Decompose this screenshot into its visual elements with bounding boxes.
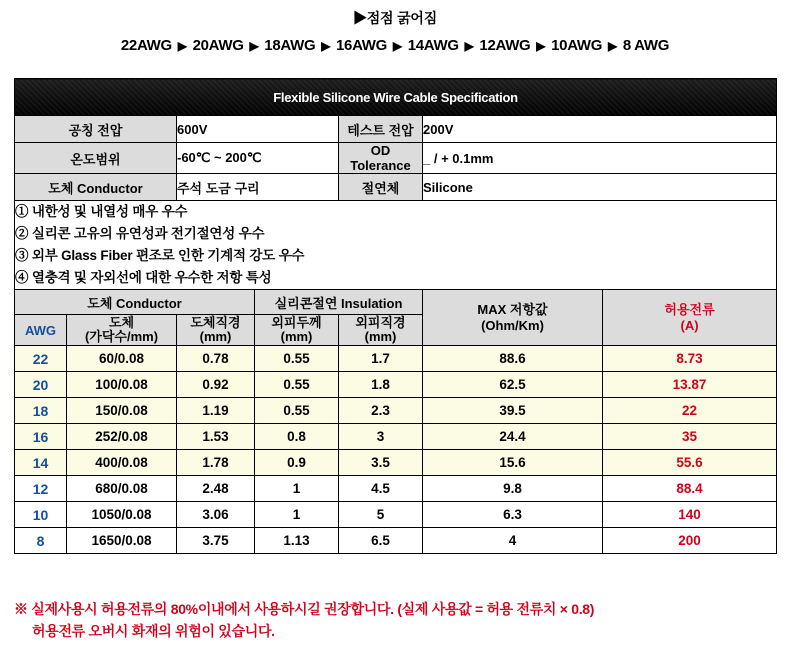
- wall-thickness-line2: (mm): [280, 329, 313, 344]
- cell-wall-thickness: 0.55: [255, 346, 339, 372]
- awg-seq-item-6: 10AWG: [551, 37, 603, 54]
- ampacity-line1: 허용전류: [664, 301, 715, 317]
- column-header-max-resistance: [423, 290, 603, 346]
- cell-conductor-diameter: 0.92: [177, 372, 255, 398]
- cell-strands: 1050/0.08: [67, 502, 177, 528]
- cell-wall-thickness: 1.13: [255, 528, 339, 554]
- awg-seq-item-0: 22AWG: [120, 37, 172, 54]
- cell-max-resistance: 39.5: [423, 398, 603, 424]
- info-row: [15, 143, 777, 174]
- cell-wall-thickness: 0.55: [255, 398, 339, 424]
- cell-wall-thickness: 1: [255, 476, 339, 502]
- cell-conductor-diameter: 0.78: [177, 346, 255, 372]
- max-resistance-line2: (Ohm/Km): [481, 317, 544, 333]
- cell-strands: 400/0.08: [67, 450, 177, 476]
- awg-seq-item-7: 8 AWG: [622, 37, 670, 54]
- awg-seq-item-2: 18AWG: [264, 37, 316, 54]
- awg-seq-item-5: 12AWG: [479, 37, 531, 54]
- cell-strands: 60/0.08: [67, 346, 177, 372]
- cell-max-resistance: 62.5: [423, 372, 603, 398]
- cell-ampacity: 55.6: [603, 450, 777, 476]
- arrow-icon: ▶: [249, 39, 259, 53]
- outer-diameter-line2: (mm): [364, 329, 397, 344]
- specification-table-wrapper: [14, 78, 776, 554]
- arrow-icon: ▶: [536, 39, 546, 53]
- cell-awg: 8: [15, 528, 67, 554]
- cell-conductor-diameter: 1.53: [177, 424, 255, 450]
- cell-strands: 252/0.08: [67, 424, 177, 450]
- cell-wall-thickness: 0.9: [255, 450, 339, 476]
- arrow-icon: ▶: [321, 39, 331, 53]
- cell-conductor-diameter: 1.78: [177, 450, 255, 476]
- table-row: [15, 476, 777, 502]
- strands-line2: (가닥수/mm): [84, 329, 159, 344]
- cell-strands: 680/0.08: [67, 476, 177, 502]
- cell-conductor-diameter: 3.06: [177, 502, 255, 528]
- arrow-icon: ▶: [177, 39, 187, 53]
- feature-item: ③ 외부 Glass Fiber 편조로 인한 기계적 강도 우수: [15, 248, 305, 263]
- cell-conductor-diameter: 2.48: [177, 476, 255, 502]
- awg-seq-item-3: 16AWG: [336, 37, 388, 54]
- warning-line-1: ※ 실제사용시 허용전류의 80%이내에서 사용하시길 권장합니다. (실제 사용값 = 허용 전류치 × 0.8): [14, 601, 595, 617]
- table-row: [15, 372, 777, 398]
- awg-seq-item-4: 14AWG: [407, 37, 459, 54]
- awg-seq-item-1: 20AWG: [192, 37, 244, 54]
- cell-max-resistance: 15.6: [423, 450, 603, 476]
- info-label-od-tolerance: OD Tolerance: [339, 143, 423, 174]
- cell-strands: 100/0.08: [67, 372, 177, 398]
- cell-wall-thickness: 0.55: [255, 372, 339, 398]
- cell-ampacity: 22: [603, 398, 777, 424]
- column-header-conductor-diameter: [177, 315, 255, 346]
- warning-note: [14, 598, 776, 642]
- cell-awg: 20: [15, 372, 67, 398]
- cell-wall-thickness: 1: [255, 502, 339, 528]
- cell-ampacity: 140: [603, 502, 777, 528]
- feature-item: ② 실리콘 고유의 유연성과 전기절연성 우수: [15, 226, 265, 241]
- table-title-row: [15, 79, 777, 116]
- info-label-insulator: 절연체: [339, 174, 423, 201]
- cell-ampacity: 200: [603, 528, 777, 554]
- max-resistance-line1: MAX 저항값: [477, 301, 548, 317]
- column-header-strands: [67, 315, 177, 346]
- cell-ampacity: 88.4: [603, 476, 777, 502]
- info-label-conductor: 도체 Conductor: [15, 174, 177, 201]
- specification-table: [14, 78, 777, 554]
- cell-awg: 14: [15, 450, 67, 476]
- column-header-outer-diameter: [339, 315, 423, 346]
- cell-awg: 22: [15, 346, 67, 372]
- feature-item: ① 내한성 및 내열성 매우 우수: [15, 204, 188, 219]
- cell-outer-diameter: 2.3: [339, 398, 423, 424]
- arrow-icon: ▶: [392, 39, 402, 53]
- strands-line1: 도체: [108, 315, 135, 330]
- cell-outer-diameter: 1.7: [339, 346, 423, 372]
- info-value-od-tolerance: _ / + 0.1mm: [423, 143, 777, 174]
- group-header-conductor: 도체 Conductor: [15, 290, 255, 315]
- table-row: [15, 528, 777, 554]
- cell-outer-diameter: 3.5: [339, 450, 423, 476]
- table-row: [15, 346, 777, 372]
- conductor-diameter-line1: 도체직경: [190, 315, 241, 330]
- cell-outer-diameter: 6.5: [339, 528, 423, 554]
- arrow-icon: ▶: [464, 39, 474, 53]
- column-header-wall-thickness: [255, 315, 339, 346]
- cell-awg: 12: [15, 476, 67, 502]
- outer-diameter-line1: 외피직경: [355, 315, 406, 330]
- ampacity-line2: (A): [680, 317, 699, 333]
- wall-thickness-line1: 외피두께: [271, 315, 322, 330]
- cell-outer-diameter: 4.5: [339, 476, 423, 502]
- cell-outer-diameter: 5: [339, 502, 423, 528]
- feature-item: ④ 열충격 및 자외선에 대한 우수한 저항 특성: [15, 270, 272, 285]
- table-row: [15, 450, 777, 476]
- cell-strands: 1650/0.08: [67, 528, 177, 554]
- cell-conductor-diameter: 1.19: [177, 398, 255, 424]
- page-title: Flexible Silicone Wire Cable Specification: [15, 79, 777, 116]
- table-row: [15, 502, 777, 528]
- cell-ampacity: 35: [603, 424, 777, 450]
- cell-awg: 18: [15, 398, 67, 424]
- column-header-awg: AWG: [15, 315, 67, 346]
- features-list: [15, 201, 777, 290]
- awg-sequence: [0, 28, 790, 54]
- warning-line-2: 허용전류 오버시 화재의 위험이 있습니다.: [32, 623, 275, 639]
- cell-awg: 16: [15, 424, 67, 450]
- cell-ampacity: 13.87: [603, 372, 777, 398]
- info-value-conductor: 주석 도금 구리: [177, 174, 339, 201]
- info-label-nominal-voltage: 공칭 전압: [15, 116, 177, 143]
- column-group-header-row: [15, 290, 777, 315]
- conductor-diameter-line2: (mm): [199, 329, 232, 344]
- info-label-test-voltage: 테스트 전압: [339, 116, 423, 143]
- cell-max-resistance: 88.6: [423, 346, 603, 372]
- cell-strands: 150/0.08: [67, 398, 177, 424]
- info-value-nominal-voltage: 600V: [177, 116, 339, 143]
- cell-conductor-diameter: 3.75: [177, 528, 255, 554]
- group-header-insulation: 실리콘절연 Insulation: [255, 290, 423, 315]
- cell-max-resistance: 9.8: [423, 476, 603, 502]
- cell-ampacity: 8.73: [603, 346, 777, 372]
- features-row: [15, 201, 777, 290]
- cell-max-resistance: 24.4: [423, 424, 603, 450]
- cell-outer-diameter: 3: [339, 424, 423, 450]
- column-header-ampacity: [603, 290, 777, 346]
- thickness-note: ▶점점 굵어짐: [352, 10, 438, 26]
- table-row: [15, 398, 777, 424]
- cell-outer-diameter: 1.8: [339, 372, 423, 398]
- table-row: [15, 424, 777, 450]
- arrow-icon: ▶: [608, 39, 617, 53]
- info-value-temperature-range: -60℃ ~ 200℃: [177, 143, 339, 174]
- cell-awg: 10: [15, 502, 67, 528]
- info-value-test-voltage: 200V: [423, 116, 777, 143]
- info-label-temperature-range: 온도범위: [15, 143, 177, 174]
- cell-max-resistance: 6.3: [423, 502, 603, 528]
- info-row: [15, 116, 777, 143]
- info-row: [15, 174, 777, 201]
- cell-max-resistance: 4: [423, 528, 603, 554]
- cell-wall-thickness: 0.8: [255, 424, 339, 450]
- info-value-insulator: Silicone: [423, 174, 777, 201]
